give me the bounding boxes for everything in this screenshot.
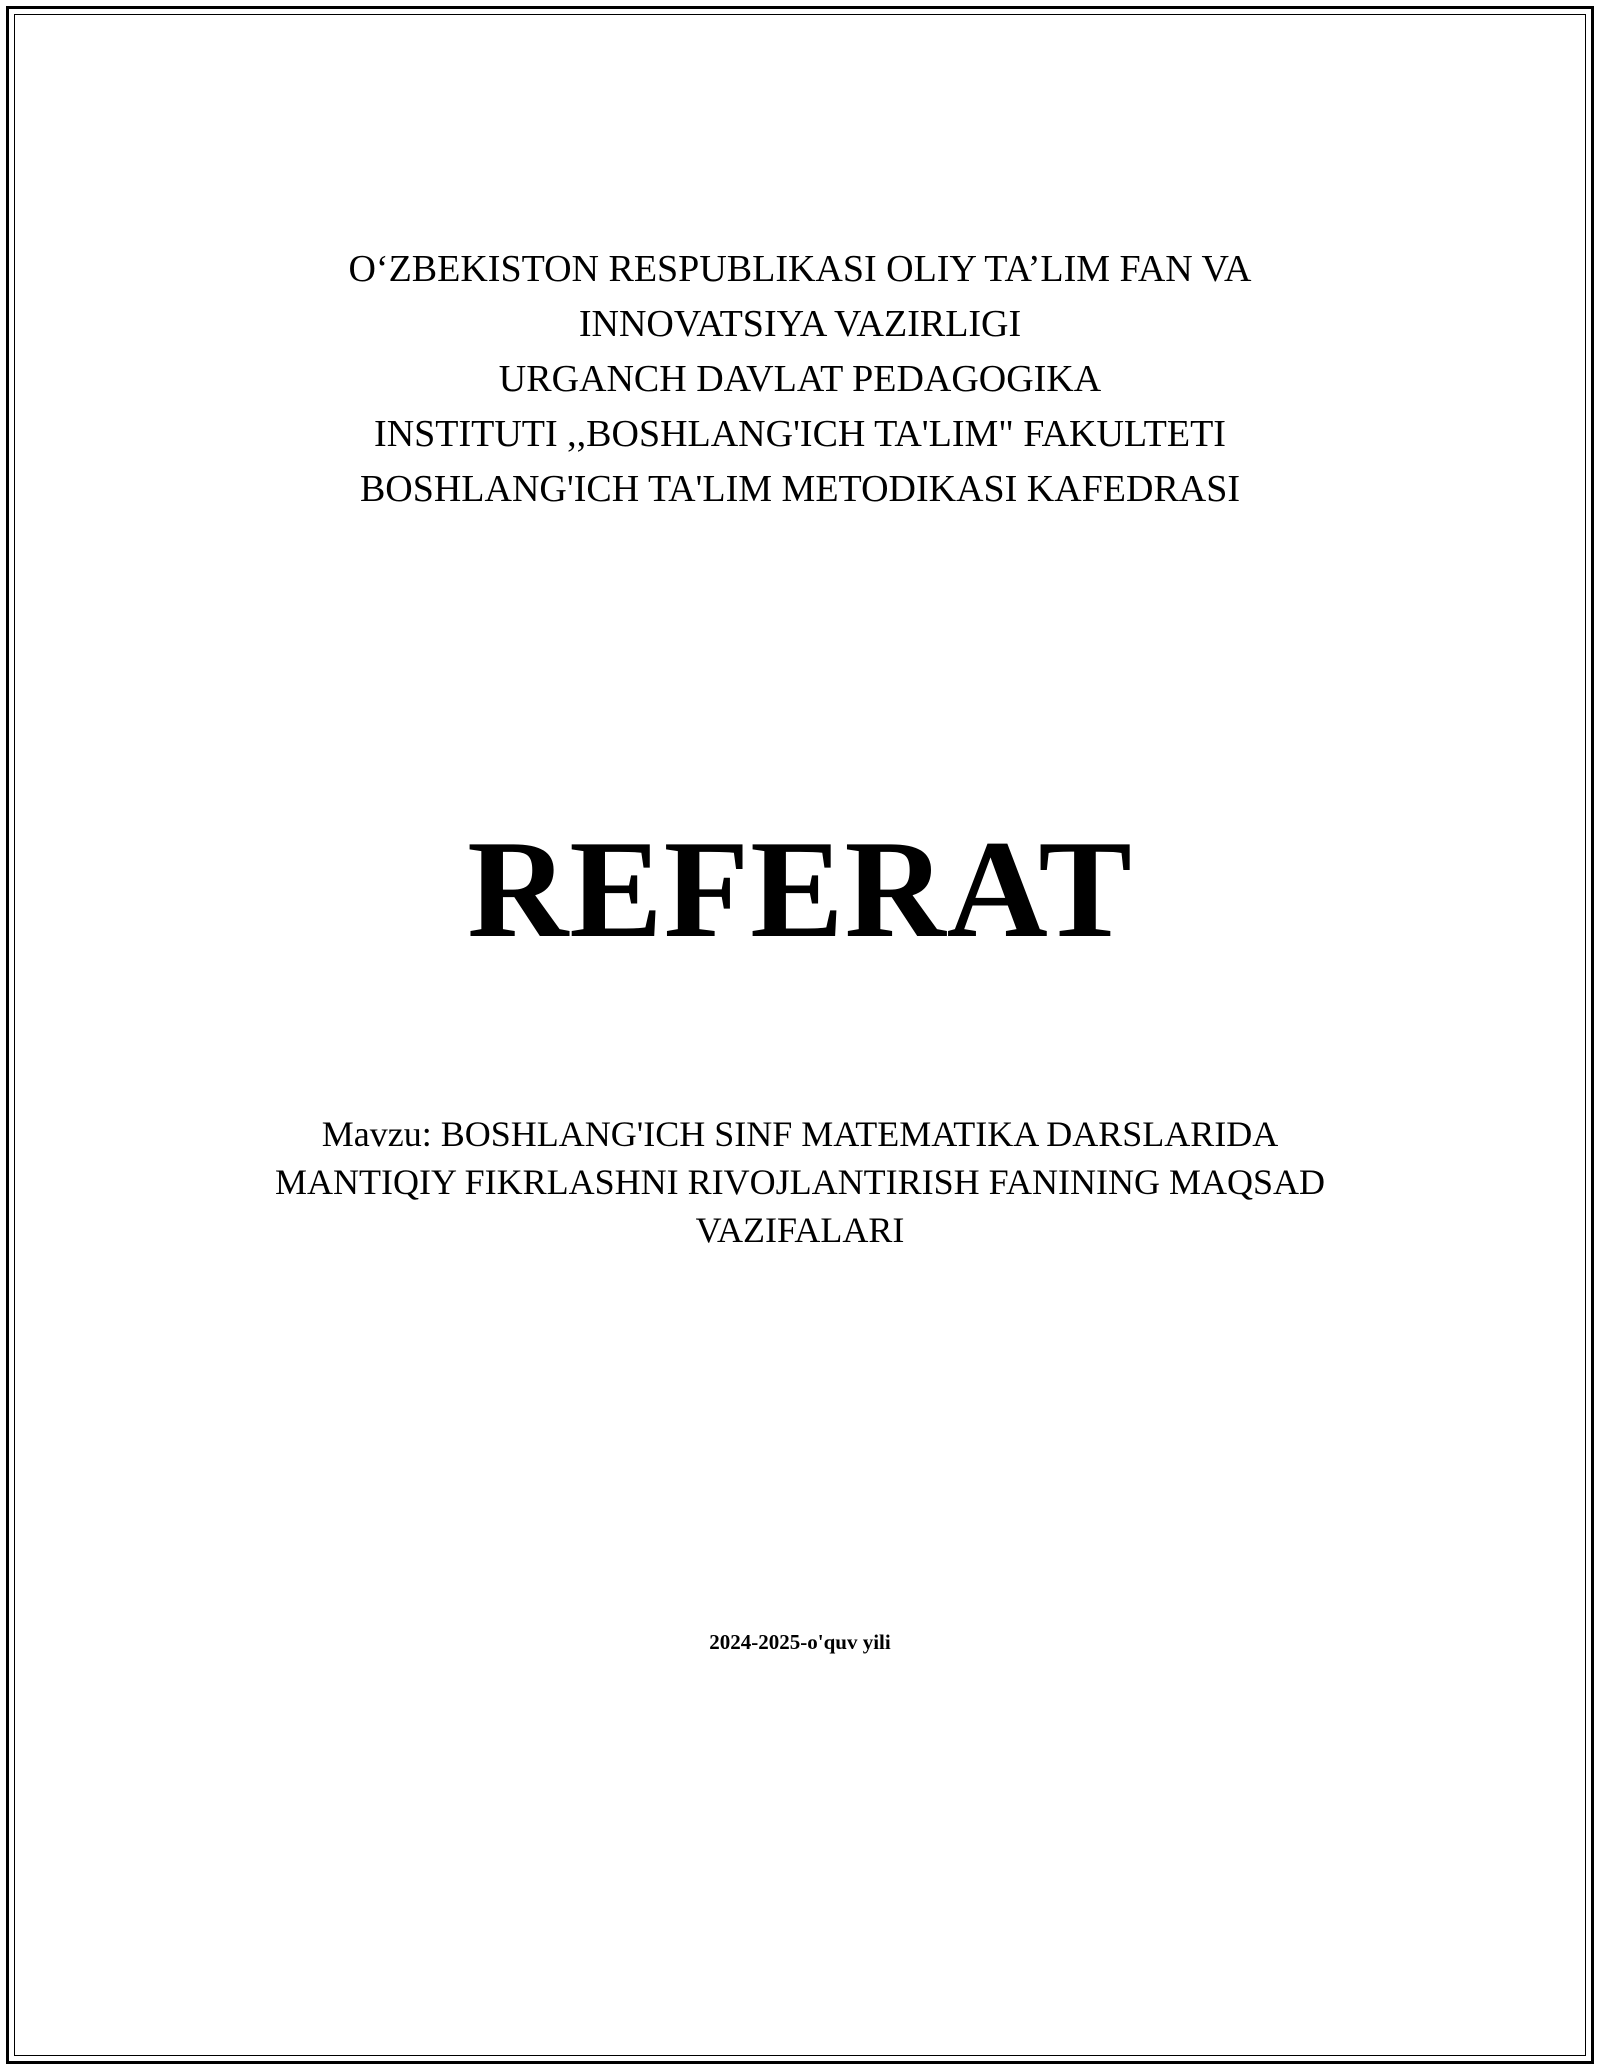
topic-line: VAZIFALARI	[695, 1210, 905, 1250]
topic-block	[0, 1110, 1600, 1254]
header-line-university: URGANCH DAVLAT PEDAGOGIKA	[498, 358, 1102, 400]
topic-line: Mavzu: BOSHLANG'ICH SINF MATEMATIKA DARSLARIDA	[321, 1114, 1279, 1154]
header-line-department: BOSHLANG'ICH TA'LIM METODIKASI KAFEDRASI	[359, 468, 1241, 510]
institution-header	[0, 242, 1600, 517]
academic-year: 2024-2025-o'quv yili	[709, 1630, 891, 1654]
document-title: REFERAT	[467, 812, 1133, 967]
topic-line: MANTIQIY FIKRLASHNI RIVOJLANTIRISH FANINING MAQSAD	[275, 1162, 1325, 1202]
header-line-ministry-cont: INNOVATSIYA VAZIRLIGI	[578, 303, 1022, 345]
header-line-ministry: O‘ZBEKISTON RESPUBLIKASI OLIY TA’LIM FAN VA	[348, 248, 1252, 290]
header-line-faculty: INSTITUTI ,,BOSHLANG'ICH TA'LIM" FAKULTETI	[374, 413, 1226, 455]
